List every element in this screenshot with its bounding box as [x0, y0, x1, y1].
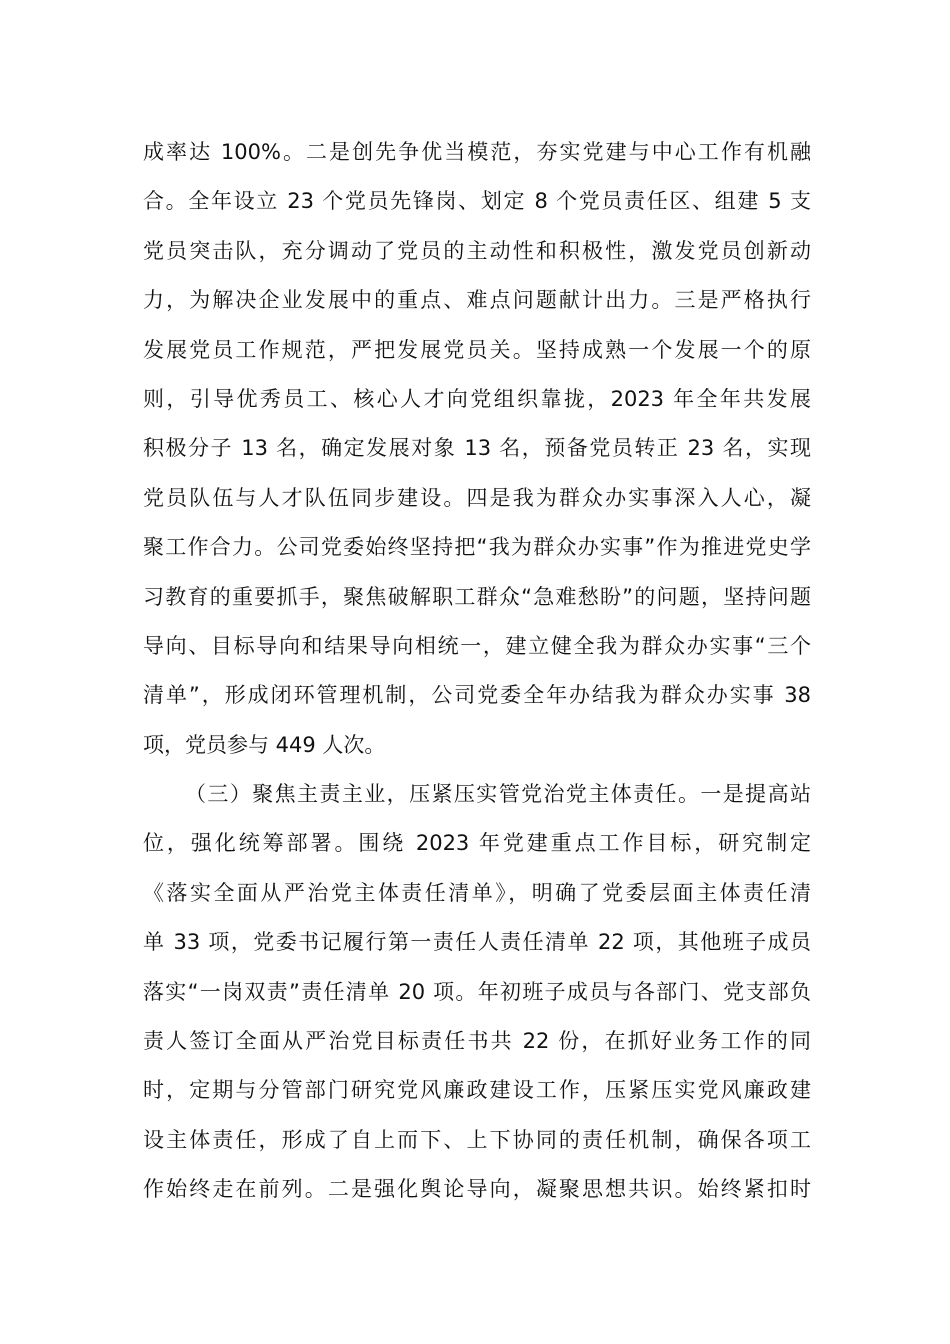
section-heading-line: （三）聚焦主责主业，压紧压实管党治党主体责任。一是提高站 — [185, 782, 811, 807]
text-line: 责人签订全面从严治党目标责任书共 22 份，在抓好业务工作的同 — [143, 1029, 811, 1054]
text-line: 党员突击队，充分调动了党员的主动性和积极性，激发党员创新动 — [143, 238, 811, 263]
text-line: 《落实全面从严治党主体责任清单》，明确了党委层面主体责任清 — [143, 880, 811, 905]
text-line: 则，引导优秀员工、核心人才向党组织靠拢，2023 年全年共发展 — [143, 386, 811, 411]
text-line: 发展党员工作规范，严把发展党员关。坚持成熟一个发展一个的原 — [143, 337, 811, 362]
text-line: 合。全年设立 23 个党员先锋岗、划定 8 个党员责任区、组建 5 支 — [143, 189, 811, 214]
text-line: 作始终走在前列。二是强化舆论导向，凝聚思想共识。始终紧扣时 — [143, 1177, 811, 1202]
text-line: 清单”，形成闭环管理机制，公司党委全年办结我为群众办实事 38 — [143, 683, 811, 708]
body-text — [143, 128, 811, 1215]
text-line: 聚工作合力。公司党委始终坚持把“我为群众办实事”作为推进党史学 — [143, 535, 811, 560]
text-line: 成率达 100%。二是创先争优当模范，夯实党建与中心工作有机融 — [143, 140, 811, 164]
text-line: 力，为解决企业发展中的重点、难点问题献计出力。三是严格执行 — [143, 288, 811, 313]
text-line: 导向、目标导向和结果导向相统一，建立健全我为群众办实事“三个 — [143, 633, 811, 658]
text-line: 习教育的重要抓手，聚焦破解职工群众“急难愁盼”的问题，坚持问题 — [143, 584, 811, 609]
text-line: 单 33 项，党委书记履行第一责任人责任清单 22 项，其他班子成员 — [143, 930, 811, 955]
text-line: 落实“一岗双责”责任清单 20 项。年初班子成员与各部门、党支部负 — [143, 979, 811, 1004]
text-line: 党员队伍与人才队伍同步建设。四是我为群众办实事深入人心，凝 — [143, 485, 811, 510]
text-line: 时，定期与分管部门研究党风廉政建设工作，压紧压实党风廉政建 — [143, 1078, 811, 1103]
text-line: 设主体责任，形成了自上而下、上下协同的责任机制，确保各项工 — [143, 1127, 811, 1152]
text-line: 位，强化统筹部署。围绕 2023 年党建重点工作目标，研究制定 — [143, 831, 811, 856]
text-line: 项，党员参与 449 人次。 — [143, 732, 386, 757]
text-line: 积极分子 13 名，确定发展对象 13 名，预备党员转正 23 名，实现 — [143, 436, 811, 461]
